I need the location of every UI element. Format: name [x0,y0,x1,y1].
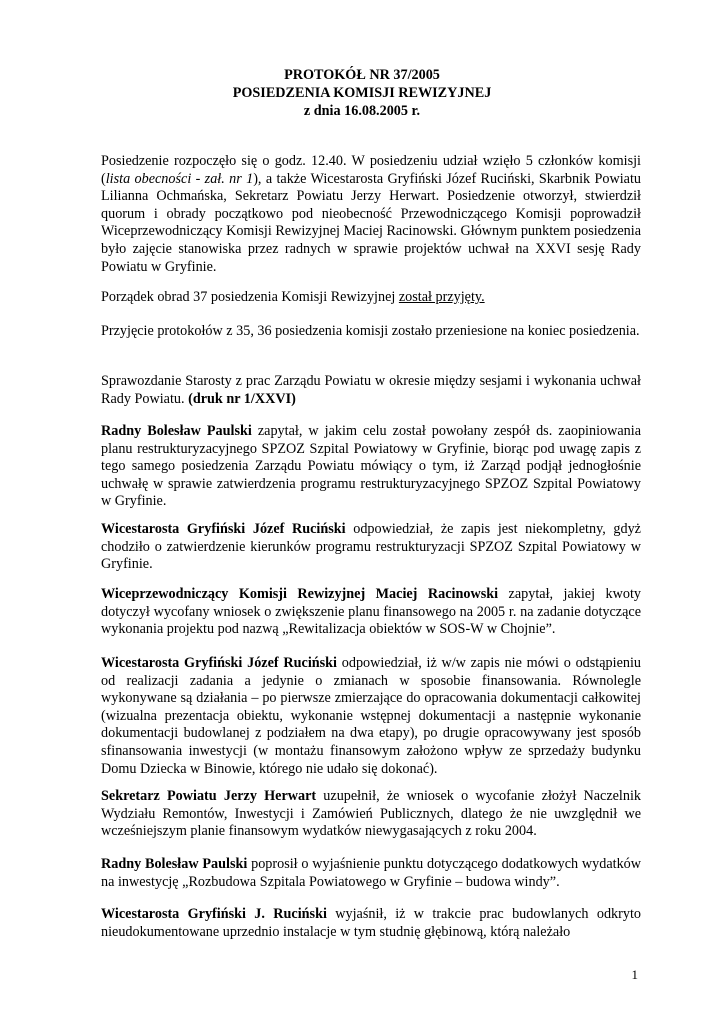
paragraph-text: Przyjęcie protokołów z 35, 36 posiedzenia komisji zostało przeniesione na koniec posiedzenia. [101,323,640,339]
speaker-name: Radny Bolesław Paulski [101,423,252,439]
protocol-number-heading: PROTOKÓŁ NR 37/2005 [284,67,440,83]
paragraph-text: odpowiedział, iż w/w zapis nie mówi o odstąpieniu od realizacji zadania a jedynie o zmianach w sposobie finansowania. Równolegle wykonywane są działania – po pierwsze zmierzające do opracowania dokumentacji całkowitej (wizualna prezentacja obiektu, wykonanie wstępnej dokumentacji a następnie wykonanie dokumentacji budowlanej z podziałem na dwa etapy), po drugie opracowywany jest sposób sfinansowania inwestycji (w montażu finansowym założono wpływ ze sprzedaży budynku Domu Dziecka w Binowie, którego nie udało się dokonać). [101,655,641,777]
paulski-question-paragraph [101,423,641,511]
rucinski-financing-paragraph [101,655,641,778]
speaker-name: Wicestarosta Gryfiński Józef Ruciński [101,521,346,537]
speaker-name: Radny Bolesław Paulski [101,856,248,872]
date-heading: z dnia 16.08.2005 r. [303,103,421,119]
speaker-name: Wicestarosta Gryfiński J. Ruciński [101,906,327,922]
agenda-accepted-text: został przyjęty. [398,289,485,305]
speaker-name: Wicestarosta Gryfiński Józef Ruciński [101,655,338,671]
report-paragraph [101,373,641,408]
paragraph-text: odpowiedział, że zapis jest niekompletny, gdyż chodziło o zatwierdzenie kierunków programu restrukturyzacji SPZOZ Szpital Powiatowy w Gryfinie. [101,521,641,573]
paulski-elevator-paragraph [101,856,641,891]
attendance-list-reference: lista obecności - zał. nr 1 [105,170,254,187]
paragraph-text: Posiedzenie rozpoczęło się o godz. 12.40. W posiedzeniu udział wzięło 5 członków komisji ( [101,153,641,187]
page-number: 1 [631,967,638,982]
agenda-paragraph [101,289,641,307]
opening-paragraph [101,153,641,276]
speaker-name: Wiceprzewodniczący Komisji Rewizyjnej Maciej Racinowski [101,586,499,602]
committee-heading: POSIEDZENIA KOMISJI REWIZYJNEJ [232,85,492,101]
speaker-name: Sekretarz Powiatu Jerzy Herwart [101,788,317,804]
rucinski-explanation-paragraph [101,906,641,941]
paragraph-text: uzupełnił, że wniosek o wycofanie złożył Naczelnik Wydziału Remontów, Inwestycji i Zamówień Publicznych, dlatego że nie uwzględnił we wcześniejszym planie finansowym wydatków niewygasających z roku 2004. [101,788,641,840]
minutes-postponed-paragraph [101,323,641,341]
print-reference: (druk nr 1/XXVI) [188,390,296,407]
paragraph-text: Sprawozdanie Starosty z prac Zarządu Powiatu w okresie między sesjami i wykonania uchwał Rady Powiatu. [101,373,641,407]
herwart-paragraph [101,788,641,841]
paragraph-text: wyjaśnił, iż w trakcie prac budowlanych odkryto nieudokumentowane uprzednio instalacje w tym studnię głębinową, którą należało [101,906,641,940]
paragraph-text: zapytał, w jakim celu został powołany zespół ds. zaopiniowania planu restrukturyzacyjnego SPZOZ Szpital Powiatowy w Gryfinie, biorąc pod uwagę zapis z tego samego posiedzenia Zarządu Powiatu mówiący o tym, iż Zarząd podjął jednogłośnie uchwałę w sprawie zatwierdzenia programu restrukturyzacyjnego SPZOZ Szpital Powiatowy w Gryfinie. [101,423,641,510]
paragraph-text: poprosił o wyjaśnienie punktu dotyczącego dodatkowych wydatków na inwestycję „Rozbudowa Szpitala Powiatowego w Gryfinie – budowa windy”. [101,856,641,890]
paragraph-text: ), a także Wicestarosta Gryfiński Józef Ruciński, Skarbnik Powiatu Lilianna Ochmańska, Sekretarz Powiatu Jerzy Herwart. Posiedzenie otworzył, stwierdził quorum i obrady początkowo pod nieobecność Przewodniczącego Komisji poprowadził Wiceprzewodniczący Komisji Rewizyjnej Maciej Racinowski. Głównym punktem posiedzenia było zajęcie stanowiska przez radnych w sprawie projektów uchwał na XXVI sesję Rady Powiatu w Gryfinie. [101,170,641,275]
racinowski-question-paragraph [101,586,641,639]
paragraph-text: zapytał, jakiej kwoty dotyczył wycofany wniosek o zwiększenie planu finansowego na 2005 r. na zadanie dotyczące wykonania projektu pod nazwą „Rewitalizacja obiektów w SOS-W w Chojnie”. [101,586,641,638]
rucinski-answer-paragraph [101,521,641,574]
paragraph-text: Porządek obrad 37 posiedzenia Komisji Rewizyjnej [101,289,399,305]
